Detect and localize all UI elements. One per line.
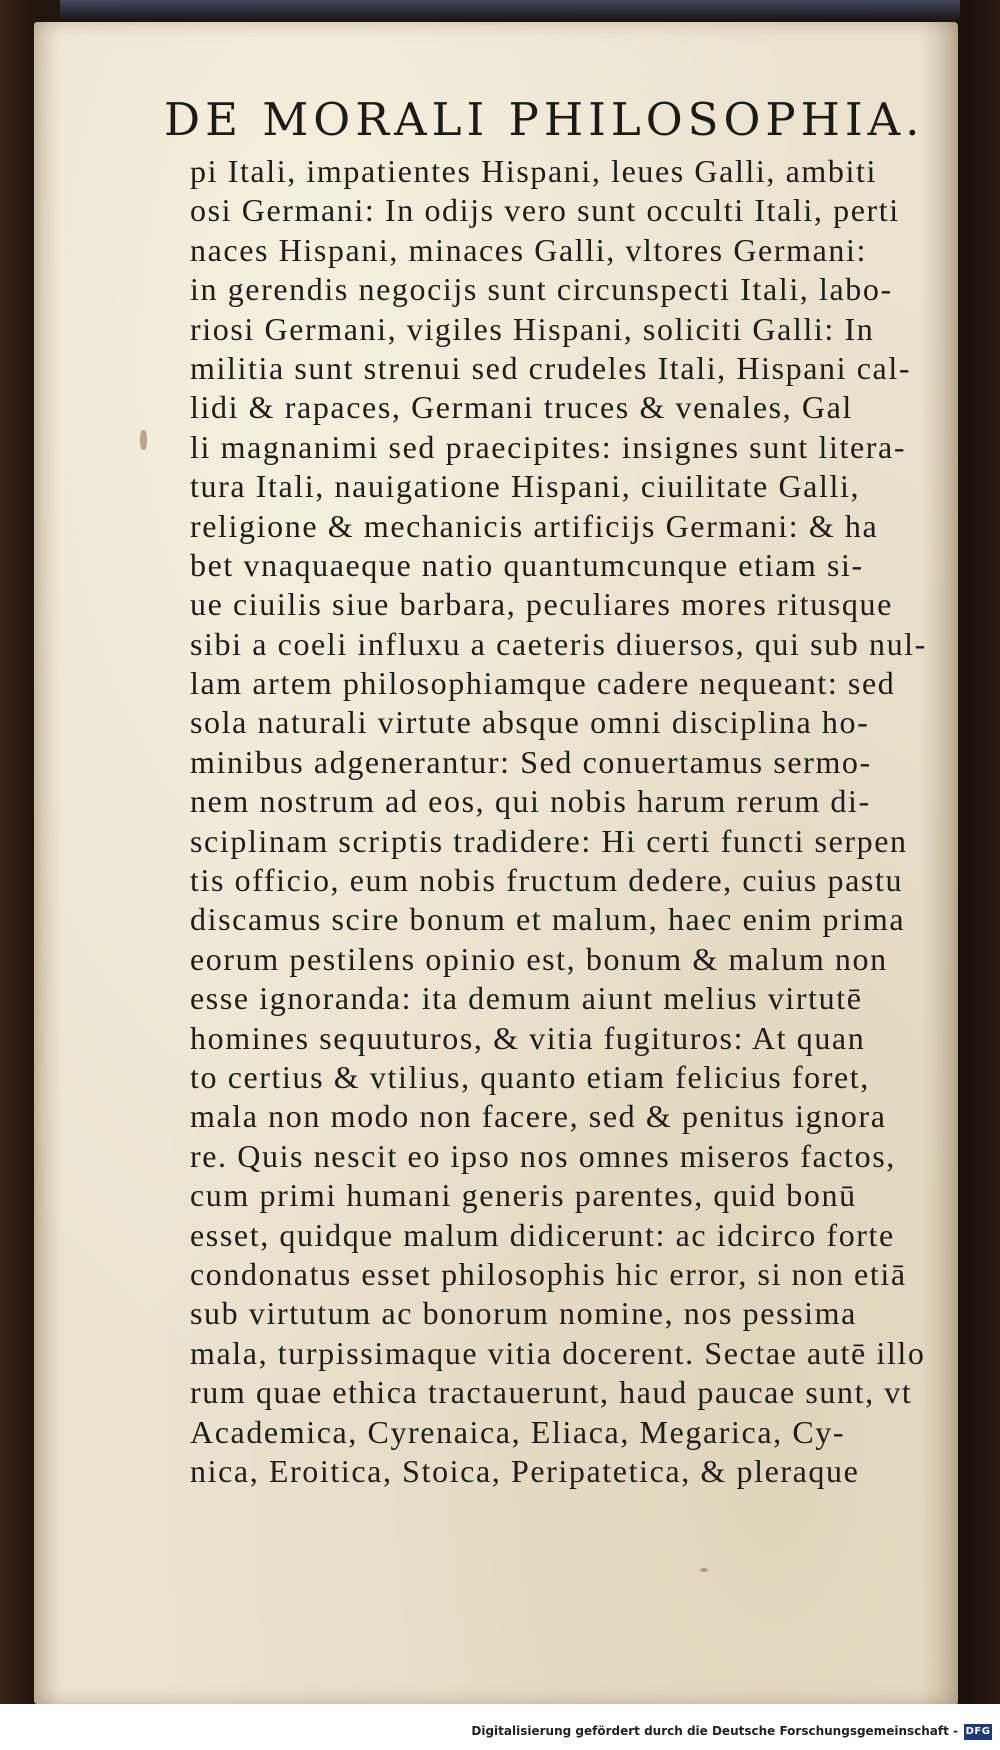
text-line: nem nostrum ad eos, qui nobis harum rerum di- [190, 783, 871, 820]
text-line: ue ciuilis siue barbara, peculiares mores ritusque [190, 586, 893, 623]
text-line: mala non modo non facere, sed & penitus ignora [190, 1098, 887, 1135]
text-line: militia sunt strenui sed crudeles Itali, Hispani cal- [190, 349, 912, 386]
text-line: Academica, Cyrenaica, Eliaca, Megarica, Cy- [190, 1413, 846, 1450]
text-line: riosi Germani, vigiles Hispani, soliciti Galli: In [190, 310, 875, 347]
text-line: bet vnaquaeque natio quantumcunque etiam si- [190, 546, 864, 583]
text-line: re. Quis nescit eo ipso nos omnes miseros factos, [190, 1137, 896, 1174]
text-line: eorum pestilens opinio est, bonum & malum non [190, 940, 888, 977]
text-line: pi Itali, impatientes Hispani, leues Galli, ambiti [190, 153, 877, 189]
text-line: esse ignoranda: ita demum aiunt melius virtutē [190, 980, 863, 1017]
text-line: lidi & rapaces, Germani truces & venales, Gal [190, 389, 853, 426]
text-line: sciplinam scriptis tradidere: Hi certi functi serpen [190, 822, 908, 859]
text-line: cum primi humani generis parentes, quid bonū [190, 1177, 857, 1214]
text-line: tura Itali, nauigatione Hispani, ciuilitate Galli, [190, 468, 861, 505]
text-line: osi Germani: In odijs vero sunt occulti Itali, perti [190, 192, 900, 229]
dfg-logo: DFG [964, 1724, 992, 1740]
binding-edge [60, 0, 960, 22]
text-line: rum quae ethica tractauerunt, haud paucae sunt, vt [190, 1374, 913, 1411]
text-line: naces Hispani, minaces Galli, vltores Germani: [190, 231, 867, 268]
text-line: sola naturali virtute absque omni disciplina ho- [190, 704, 870, 741]
text-line: nica, Eroitica, Stoica, Peripatetica, & pleraque [190, 1452, 860, 1489]
text-line: discamus scire bonum et malum, haec enim prima [190, 901, 906, 938]
footer-credit: Digitalisierung gefördert durch die Deutsche Forschungsgemeinschaft - [471, 1724, 958, 1738]
text-line: sub virtutum ac bonorum nomine, nos pessima [190, 1295, 857, 1332]
running-head: DE MORALI PHILOSOPHIA. [164, 93, 925, 146]
text-line: condonatus esset philosophis hic error, si non etiā [190, 1255, 907, 1292]
text-line: esset, quidque malum didicerunt: ac idcirco forte [190, 1216, 895, 1253]
paper-speck [700, 1568, 708, 1572]
text-line: homines sequuturos, & vitia fugituros: At quan [190, 1019, 866, 1056]
text-line: minibus adgenerantur: Sed conuertamus sermo- [190, 743, 872, 780]
text-line: to certius & vtilius, quanto etiam felicius foret, [190, 1058, 870, 1095]
ink-blot [140, 430, 147, 450]
text-line: mala, turpissimaque vitia docerent. Sectae autē illo [190, 1334, 926, 1371]
text-line: tis officio, eum nobis fructum dedere, cuius pastu [190, 862, 904, 899]
body-text [190, 152, 938, 1491]
text-line: sibi a coeli influxu a caeteris diuersos, qui sub nul- [190, 625, 927, 662]
text-line: in gerendis negocijs sunt circunspecti Itali, labo- [190, 271, 893, 308]
text-line: li magnanimi sed praecipites: insignes sunt litera- [190, 428, 907, 465]
text-line: religione & mechanicis artificijs Germani: & ha [190, 507, 879, 544]
footer-bar [0, 1704, 1000, 1750]
text-line: lam artem philosophiamque cadere nequeant: sed [190, 665, 896, 702]
